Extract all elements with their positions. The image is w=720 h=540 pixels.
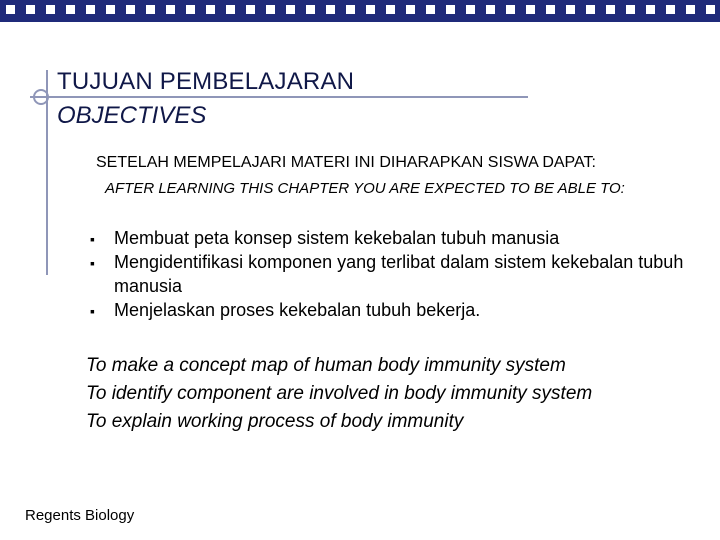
intro-english: AFTER LEARNING THIS CHAPTER YOU ARE EXPECTED TO BE ABLE TO: bbox=[105, 180, 625, 197]
bar-square-icon bbox=[546, 5, 555, 14]
bar-square-icon bbox=[186, 5, 195, 14]
list-item-text: Mengidentifikasi komponen yang terlibat dalam sistem kekebalan tubuh manusia bbox=[114, 252, 684, 296]
bar-square-icon bbox=[666, 5, 675, 14]
bar-square-icon bbox=[126, 5, 135, 14]
bar-square-icon bbox=[106, 5, 115, 14]
list-item-text: Menjelaskan proses kekebalan tubuh bekerja. bbox=[114, 300, 481, 320]
list-item bbox=[86, 298, 686, 322]
bar-square-icon bbox=[346, 5, 355, 14]
bar-square-icon bbox=[486, 5, 495, 14]
bar-square-icon bbox=[526, 5, 535, 14]
bar-square-icon bbox=[606, 5, 615, 14]
footer-label: Regents Biology bbox=[25, 507, 135, 524]
bar-square-icon bbox=[506, 5, 515, 14]
bar-square-icon bbox=[6, 5, 15, 14]
objectives-list bbox=[86, 226, 686, 322]
bar-square-icon bbox=[226, 5, 235, 14]
bar-square-icon bbox=[26, 5, 35, 14]
frame-horizontal-line bbox=[30, 96, 528, 98]
top-decorative-bar bbox=[0, 0, 720, 22]
bar-square-icon bbox=[386, 5, 395, 14]
bar-square-icon bbox=[646, 5, 655, 14]
bar-square-icon bbox=[706, 5, 715, 14]
bar-square-icon bbox=[426, 5, 435, 14]
slide-title: TUJUAN PEMBELAJARAN bbox=[57, 68, 355, 95]
bar-square-icon bbox=[566, 5, 575, 14]
bar-square-icon bbox=[66, 5, 75, 14]
english-objective-line: To make a concept map of human body immunity system bbox=[86, 355, 566, 376]
list-item bbox=[86, 226, 686, 250]
bar-square-icon bbox=[326, 5, 335, 14]
english-objectives bbox=[86, 352, 592, 436]
bar-square-icon bbox=[46, 5, 55, 14]
intro-indonesian: SETELAH MEMPELAJARI MATERI INI DIHARAPKAN SISWA DAPAT: bbox=[96, 154, 596, 171]
square-bullet-icon: ▪ bbox=[90, 303, 95, 319]
bar-square-icon bbox=[266, 5, 275, 14]
bar-square-icon bbox=[626, 5, 635, 14]
bar-square-icon bbox=[246, 5, 255, 14]
bar-square-icon bbox=[466, 5, 475, 14]
bar-square-icon bbox=[86, 5, 95, 14]
bar-square-icon bbox=[686, 5, 695, 14]
square-bullet-icon: ▪ bbox=[90, 231, 95, 247]
bar-square-icon bbox=[166, 5, 175, 14]
bar-square-icon bbox=[306, 5, 315, 14]
english-objective-line: To explain working process of body immunity bbox=[86, 411, 464, 432]
list-item bbox=[86, 250, 686, 298]
bar-square-icon bbox=[146, 5, 155, 14]
bar-square-icon bbox=[586, 5, 595, 14]
bar-square-icon bbox=[406, 5, 415, 14]
bar-square-icon bbox=[366, 5, 375, 14]
list-item-text: Membuat peta konsep sistem kekebalan tubuh manusia bbox=[114, 228, 560, 248]
bar-square-icon bbox=[286, 5, 295, 14]
english-objective-line: To identify component are involved in body immunity system bbox=[86, 383, 593, 404]
slide-subtitle: OBJECTIVES bbox=[57, 102, 207, 129]
square-bullet-icon: ▪ bbox=[90, 255, 95, 271]
bar-square-icon bbox=[446, 5, 455, 14]
bar-square-icon bbox=[206, 5, 215, 14]
crosshair-icon bbox=[33, 89, 49, 105]
